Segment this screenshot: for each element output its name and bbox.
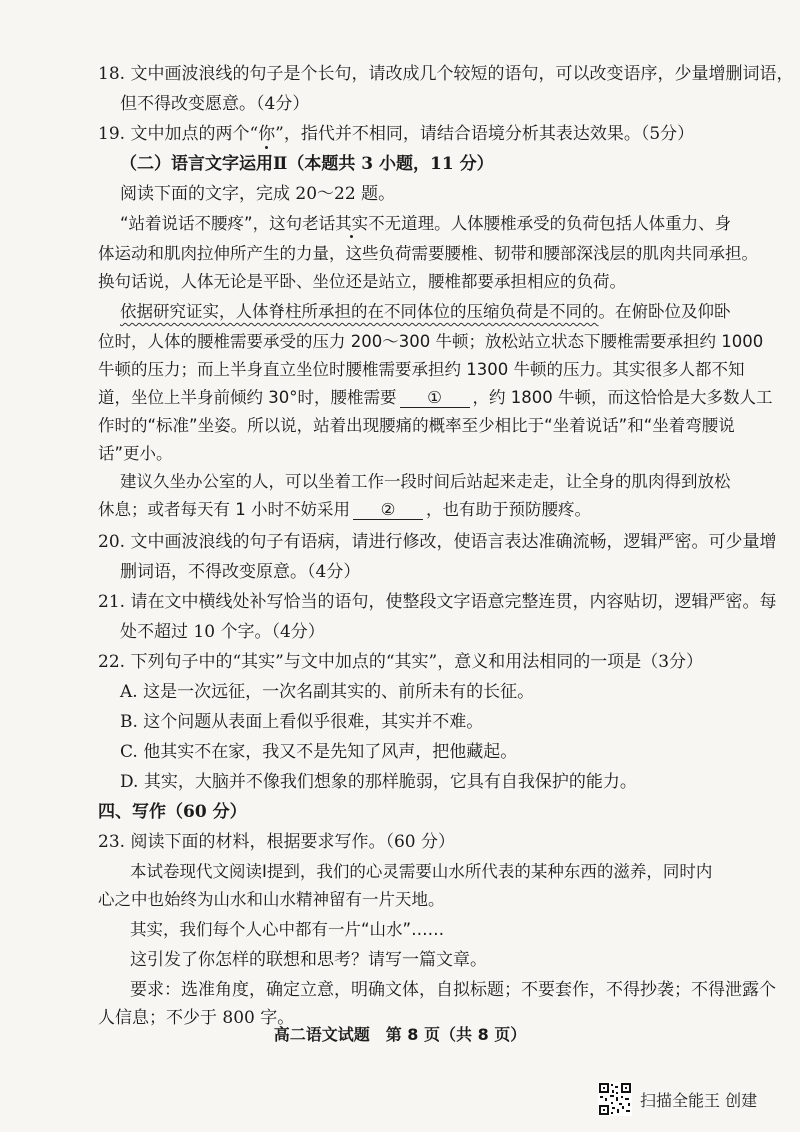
q18-line2: 但不得改变愿意。（4分） bbox=[120, 94, 310, 114]
q22-option-a: A. 这是一次远征，一次名副其实的、前所未有的长征。 bbox=[120, 682, 535, 702]
q20-line1: 20. 文中画波浪线的句子有语病，请进行修改，使语言表达准确流畅，逻辑严密。可少量增 bbox=[98, 532, 777, 552]
passage-p2-line2: 位时，人体的腰椎需要承受的压力 200～300 牛顿；放松站立状态下腰椎需要承担约 1000 bbox=[98, 332, 764, 351]
q21-line2: 处不超过 10 个字。（4分） bbox=[120, 622, 325, 642]
passage-p2-line6: 话”更小。 bbox=[98, 444, 173, 463]
q23-material-line2: 心之中也始终为山水和山水精神留有一片天地。 bbox=[98, 890, 445, 909]
passage-p1-line1: “站着说话不腰疼”，这句老话其实不无道理。人体腰椎承受的负荷包括人体重力、身 bbox=[120, 214, 732, 233]
section2-title: （二）语言文字运用Ⅱ（本题共 3 小题，11 分） bbox=[120, 154, 494, 174]
q23-requirements-line2: 人信息；不少于 800 字。 bbox=[98, 1008, 295, 1028]
wavy-sentence: 依据研究证实，人体脊柱所承担的在不同体位的压缩负荷是不同的 bbox=[120, 302, 599, 321]
passage-p2-line4: 道，坐位上半身前倾约 30°时，腰椎需要 ① ，约 1800 牛顿，而这恰恰是大多数人工 bbox=[98, 388, 773, 407]
q23-material-line3: 其实，我们每个人心中都有一片“山水”…… bbox=[130, 920, 445, 939]
passage-p3-line1: 建议久坐办公室的人，可以坐着工作一段时间后站起来走走，让全身的肌肉得到放松 bbox=[120, 472, 731, 491]
q23-stem: 23. 阅读下面的材料，根据要求写作。（60 分） bbox=[98, 832, 455, 852]
scanner-brand bbox=[598, 1082, 757, 1116]
q21-line1: 21. 请在文中横线处补写恰当的语句，使整段文字语意完整连贯，内容贴切，逻辑严密。每 bbox=[98, 592, 777, 612]
section2-instruction: 阅读下面的文字，完成 20～22 题。 bbox=[120, 184, 396, 204]
q22-option-c: C. 他其实不在家，我又不是先知了风声，把他藏起。 bbox=[120, 742, 518, 762]
q23-material-line1: 本试卷现代文阅读Ⅰ提到，我们的心灵需要山水所代表的某种东西的滋养，同时内 bbox=[130, 862, 713, 881]
q18-line1: 18. 文中画波浪线的句子是个长句，请改成几个较短的语句，可以改变语序，少量增删词语， bbox=[98, 64, 794, 84]
scanner-brand-label: 扫描全能王 创建 bbox=[640, 1090, 758, 1110]
q19-stem: 19. 文中加点的两个“你”，指代并不相同，请结合语境分析其表达效果。（5分） bbox=[98, 124, 695, 144]
q23-prompt: 这引发了你怎样的联想和思考？请写一篇文章。 bbox=[130, 950, 487, 970]
section4-title: 四、写作（60 分） bbox=[98, 802, 247, 822]
passage-p1-line3: 换句话说，人体无论是平卧、坐位还是站立，腰椎都要承担相应的负荷。 bbox=[98, 272, 626, 291]
q20-line2: 删词语，不得改变原意。（4分） bbox=[120, 562, 361, 582]
dotted-qishi: 其实 bbox=[335, 214, 369, 233]
q22-stem: 22. 下列句子中的“其实”与文中加点的“其实”，意义和用法相同的一项是（3分） bbox=[98, 652, 704, 672]
page-footer: 高二语文试题 第 8 页（共 8 页） bbox=[273, 1025, 527, 1044]
q22-option-b: B. 这个问题从表面上看似乎很难，其实并不难。 bbox=[120, 712, 484, 732]
q23-requirements-line1: 要求：选准角度，确定立意，明确文体，自拟标题；不要套作，不得抄袭；不得泄露个 bbox=[130, 980, 776, 1000]
passage-p1-line2: 体运动和肌肉拉伸所产生的力量，这些负荷需要腰椎、韧带和腰部深浅层的肌肉共同承担。 bbox=[98, 244, 758, 263]
q22-option-d: D. 其实，大脑并不像我们想象的那样脆弱，它具有自我保护的能力。 bbox=[120, 772, 637, 792]
qr-code-icon bbox=[598, 1082, 632, 1116]
passage-p2-line1: 依据研究证实，人体脊柱所承担的在不同体位的压缩负荷是不同的。在俯卧位及仰卧 bbox=[120, 302, 731, 321]
blank-2: ② bbox=[353, 501, 423, 520]
passage-p3-line2: 休息；或者每天有 1 小时不妨采用 ② ，也有助于预防腰疼。 bbox=[98, 500, 591, 519]
passage-p2-line3: 牛顿的压力；而上半身直立坐位时腰椎需要承担约 1300 牛顿的压力。其实很多人都不知 bbox=[98, 360, 745, 379]
blank-1: ① bbox=[400, 389, 470, 408]
passage-p2-line5: 作时的“标准”坐姿。所以说，站着出现腰痛的概率至少相比于“坐着说话”和“坐着弯腰说 bbox=[98, 416, 735, 435]
